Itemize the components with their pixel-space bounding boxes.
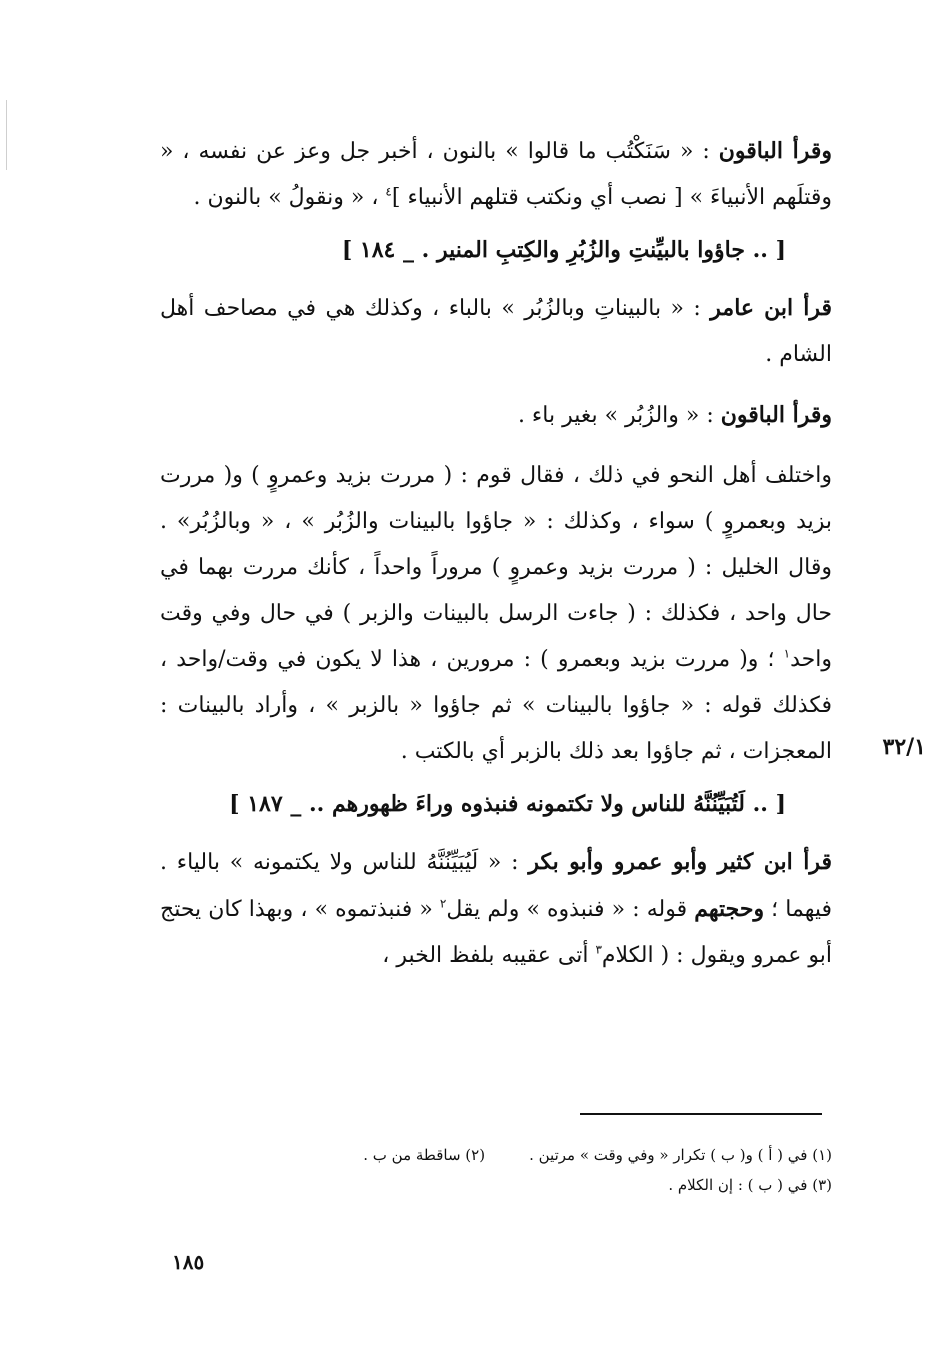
paragraph-text: : « والزُبُر » بغير باء . — [517, 403, 721, 428]
footnote-row — [160, 1170, 832, 1200]
main-text — [160, 128, 832, 979]
paragraph-5 — [160, 839, 832, 979]
scan-edge-mark — [6, 100, 7, 170]
argument-label: وحجتهم — [694, 896, 765, 922]
paragraph-text-tail-2: أتى عقيبه بلفظ الخبر ، — [382, 943, 596, 968]
paragraph-text-tail: ، « ونقولُ » بالنون . — [193, 185, 386, 210]
reader-label: وقرأ الباقون — [718, 138, 832, 164]
footnote-ref: ٣ — [595, 942, 602, 957]
manuscript-folio-ref: ٣٢/١ — [882, 734, 926, 760]
paragraph-3 — [160, 392, 832, 439]
paragraph-text: واختلف أهل النحو في ذلك ، فقال قوم : ( مررت بزيد وعمروٍ ) و( مررت بزيد وبعمروٍ ) سواء ، وكذلك : « جاؤوا بالبينات والزُبُر » ، « وبالزُبُر» . وقال الخليل : ( مررت بزيد وعمروٍ ) مروراً واحداً ، كأنك مررت بهما في حال واحد ، فكذلك : ( جاءت الرسل بالبينات والزبر ) في حال وفي وقت واحد — [160, 463, 832, 672]
paragraph-text: : « بالبيناتِ وبالزُبُر » بالباء ، وكذلك هي في مصاحف أهل الشام . — [160, 296, 832, 367]
footnote-1: (١) في ( أ ) و( ب ) تكرار « وفي وقت » مرتين . — [529, 1146, 832, 1164]
footnote-ref: ١ — [783, 646, 791, 661]
paragraph-text-2: قوله : « فنبذوه » ولم يقل — [446, 897, 695, 922]
footnote-3: (٣) في ( ب ) : إن الكلام . — [668, 1176, 832, 1194]
paragraph-text: : « سَنَكْتُب ما قالوا » بالنون ، أخبر جل وعز عن نفسه ، « وقتلَهم الأنبياءَ » [ نصب أي ونكتب قتلهم الأنبياء ] — [160, 139, 832, 210]
paragraph-text-tail: ؛ و( مررت بزيد وبعمرو ) : مرورين ، هذا لا يكون في وقت/واحد ، فكذلك قوله : « جاؤوا بالبينات » ثم جاؤوا « بالزبر » ، وأراد بالبينات : المعجزات ، ثم جاؤوا بعد ذلك بالزبر أي بالكتب . — [160, 647, 832, 764]
verse-heading-184: [ .. جاؤوا بالبيِّنتِ والزُبُرِ والكِتبِ المنير . _ ١٨٤ ] — [341, 237, 786, 263]
page-number: ١٨٥ — [172, 1250, 205, 1274]
footnotes — [160, 1140, 832, 1200]
verse-heading-187: [ .. لَتُبَيِّنُنَّهُ للناس ولا تكتمونه فنبذوه وراءَ ظهورهم .. _ ١٨٧ ] — [229, 791, 786, 817]
paragraph-2 — [160, 285, 832, 378]
paragraph-1 — [160, 128, 832, 221]
paragraph-text: : « لَيُبَيِّنُنَّهُ للناس ولا يكتمونه » بالياء . فيهما ؛ — [160, 850, 833, 922]
footnote-row — [160, 1140, 832, 1170]
reader-label: قرأ ابن عامر — [710, 295, 832, 321]
footnote-2: (٢) ساقطة من ب . — [363, 1146, 486, 1164]
paragraph-text-tail: « فنبذتموه » ، وبهذا كان يحتج أبو عمرو ويقول : ( الكلام — [160, 897, 832, 968]
footnote-ref: ٤ — [385, 184, 392, 199]
reader-label: قرأ ابن كثير وأبو عمرو وأبو بكر — [528, 849, 832, 875]
reader-label: وقرأ الباقون — [720, 402, 832, 428]
footnote-ref: ٢ — [439, 896, 447, 911]
paragraph-4 — [160, 453, 832, 775]
footnote-separator — [580, 1113, 822, 1115]
